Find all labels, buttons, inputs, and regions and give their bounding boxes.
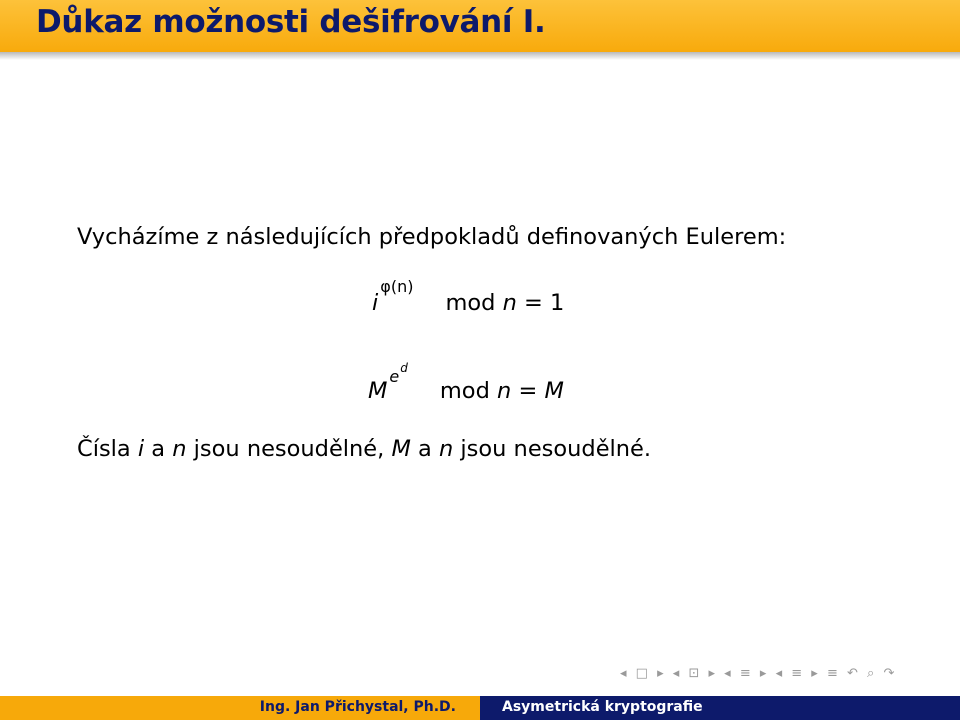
conclusion-part: jsou nesoudělné. (453, 436, 652, 462)
eq1-mod: mod (445, 290, 496, 316)
footer-author-bar (0, 696, 480, 720)
nav-next-section-icon[interactable]: ▸ (759, 666, 767, 681)
eq2-exponent (389, 361, 408, 386)
eq2-equals: = (518, 378, 538, 404)
conclusion-part: Čísla (77, 436, 138, 462)
nav-redo-icon[interactable]: ↷ (883, 666, 895, 681)
eq1-base: i (372, 290, 379, 316)
conclusion-var-i: i (137, 436, 145, 462)
nav-align-icon[interactable]: ≡ (826, 666, 838, 681)
eq2-exponent-e: e (389, 367, 400, 386)
eq2-rhs: M (544, 378, 564, 404)
footer-title-bar (480, 696, 960, 720)
eq2-mod: mod (439, 378, 490, 404)
conclusion-part: jsou nesoudělné, (186, 436, 392, 462)
nav-prev-subsection-icon[interactable]: ◂ (775, 666, 783, 681)
equation-rsa (368, 361, 564, 404)
nav-undo-icon[interactable]: ↶ (847, 666, 858, 681)
eq2-n: n (497, 378, 512, 404)
nav-prev-frame-icon[interactable]: ◂ (620, 666, 627, 681)
slide-header (0, 0, 960, 52)
nav-section-icon[interactable]: ≡ (739, 666, 751, 681)
conclusion-part: a (410, 436, 439, 462)
eq2-base: M (368, 378, 388, 404)
nav-search-icon[interactable]: ⌕ (867, 666, 875, 681)
eq1-n: n (502, 290, 517, 316)
intro-text: Vycházíme z následujících předpokladů definovaných Eulerem: (77, 224, 787, 250)
nav-next-subsection-icon[interactable]: ▸ (811, 666, 818, 681)
nav-slide-icon[interactable]: ⊡ (688, 666, 700, 681)
conclusion-part: a (144, 436, 173, 462)
eq1-exponent: φ(n) (380, 277, 414, 296)
nav-frame-icon[interactable]: □ (635, 666, 648, 681)
header-shadow (0, 52, 960, 60)
nav-subsection-icon[interactable]: ≡ (791, 666, 803, 681)
nav-next-frame-icon[interactable]: ▸ (657, 666, 664, 681)
eq2-exponent-d: d (400, 361, 408, 375)
conclusion-text (77, 436, 651, 462)
nav-prev-section-icon[interactable]: ◂ (724, 666, 731, 681)
conclusion-var-n: n (172, 436, 187, 462)
footer-author: Ing. Jan Přichystal, Ph.D. (259, 699, 456, 715)
nav-prev-slide-icon[interactable]: ◂ (672, 666, 680, 681)
footer-title: Asymetrická kryptografie (502, 699, 703, 715)
nav-next-slide-icon[interactable]: ▸ (708, 666, 716, 681)
slide-title: Důkaz možnosti dešifrování I. (36, 4, 546, 40)
eq1-rhs: 1 (550, 290, 565, 316)
beamer-navigation (620, 666, 950, 692)
conclusion-var-M: M (391, 436, 411, 462)
conclusion-var-n: n (438, 436, 454, 462)
eq1-equals: = (524, 290, 543, 316)
